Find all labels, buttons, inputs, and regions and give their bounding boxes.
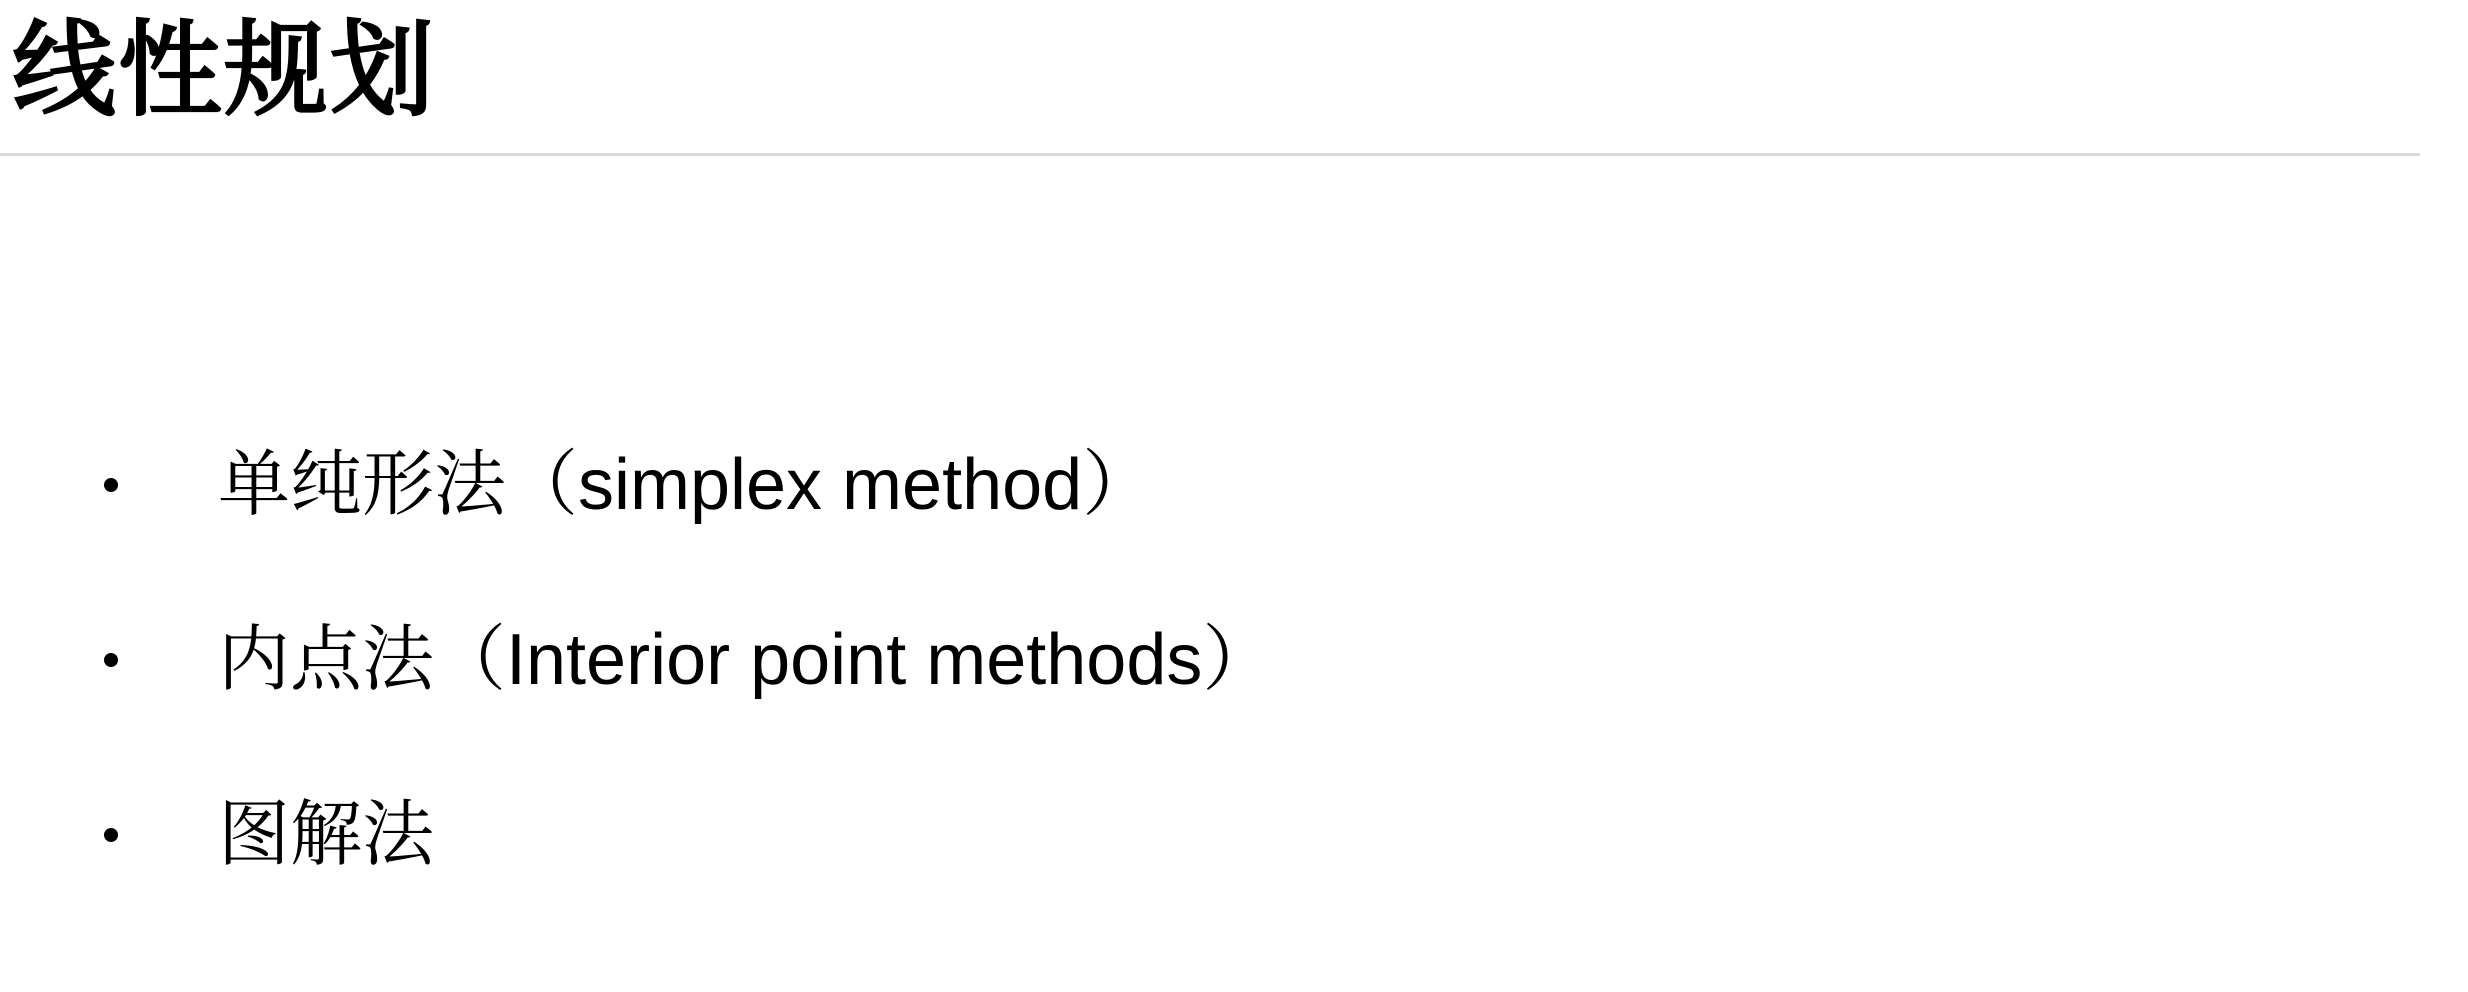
- bullet-item-simplex: [100, 435, 1500, 535]
- bullet-text-simplex: 单纯形法（simplex method）: [218, 445, 1155, 525]
- title-divider: [0, 153, 2420, 156]
- bullet-text-graphical: 图解法: [218, 795, 435, 875]
- bullet-item-interior-point: [100, 610, 1500, 710]
- bullet-text-interior-point: 内点法（Interior point methods）: [218, 620, 1275, 700]
- bullet-dot-icon: [104, 478, 118, 492]
- slide-title: 线性规划: [12, 9, 437, 131]
- bullet-item-graphical: [100, 785, 1500, 885]
- bullet-dot-icon: [104, 828, 118, 842]
- bullet-dot-icon: [104, 653, 118, 667]
